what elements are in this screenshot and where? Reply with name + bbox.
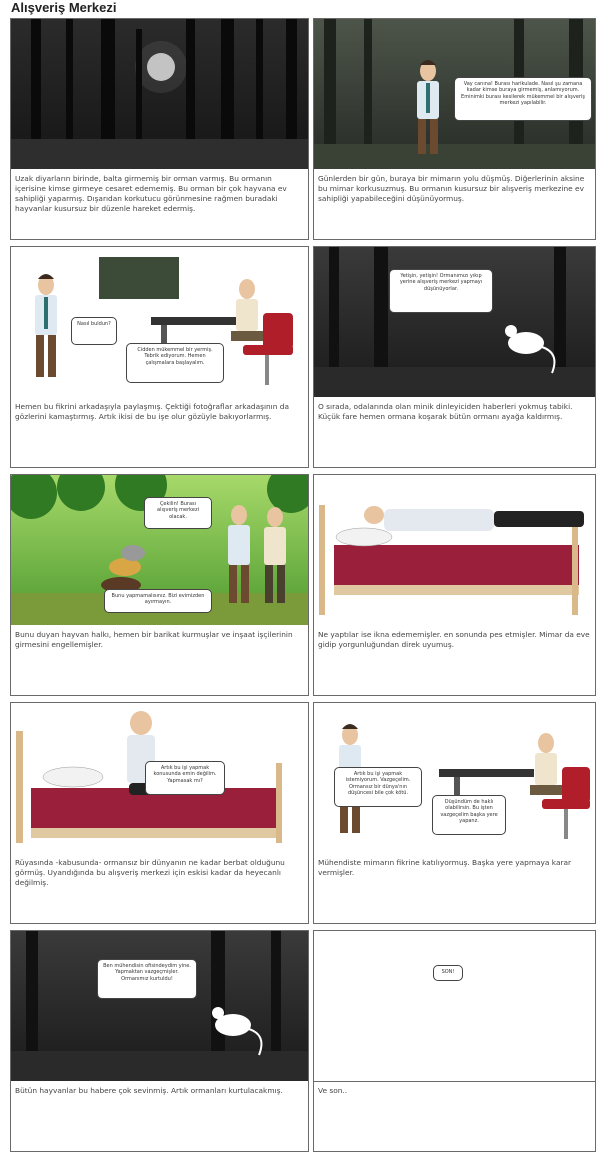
panel-caption: Günlerden bir gün, buraya bir mimarın yolu düşmüş. Diğerlerinin aksine bu mimar korkusuzmuş. Bu ormanın kusursuz bir alışveriş merkezine ev sahipliği yapabileceğini düşünüyormuş. xyxy=(318,174,585,203)
speech-bubble: Düşündüm de haklı olabilirsin. Bu işten vazgeçelim başka yere yapanz. xyxy=(432,795,506,835)
mouse-icon xyxy=(505,325,554,373)
bedroom-sleep-scene xyxy=(314,475,595,625)
panel-3 xyxy=(10,246,309,468)
panel-6 xyxy=(313,474,596,696)
panel-5 xyxy=(10,474,309,696)
panel-caption: Bütün hayvanlar bu habere çok sevinmiş. Artık ormanları kurtulacakmış. xyxy=(15,1086,283,1095)
speech-bubble: Ben mühendisin ofisindeydim yine. Yapmaktan vazgeçmişler. Ormanımız kurtuldu! xyxy=(97,959,197,999)
empty-scene xyxy=(314,931,595,1082)
panel-7 xyxy=(10,702,309,924)
panel-2 xyxy=(313,18,596,240)
panel-caption: Uzak diyarların birinde, balta girmemiş bir orman varmış. Bu ormanın içerisine kimse girmeye cesaret edememiş. Bu orman bir çok hayvana ev sahipliği yaparmış. Dışarıdan korkutucu görünmesine rağmen buradaki hayvanlar kusursuz bir düzenle hareket edermiş. xyxy=(15,174,287,213)
speech-bubble: Artık bu işi yapmak konusunda emin değilim. Yapmasak mı? xyxy=(145,761,225,795)
panel-caption: Bunu duyan hayvan halkı, hemen bir barikat kurmuşlar ve inşaat işçilerinin girmesini engellemişler. xyxy=(15,630,293,649)
page-title: Alışveriş Merkezi xyxy=(11,0,117,15)
speech-bubble: Nasıl buldun? xyxy=(71,317,117,345)
panel-caption: Mühendiste mimarın fikrine katılıyormuş. Başka yere yapmaya karar vermişler. xyxy=(318,858,572,877)
panel-caption: O sırada, odalarında olan minik dinleyiciden haberleri yokmuş tabiki. Küçük fare hemen ormana koşarak bütün ormanı ayağa kaldırmış. xyxy=(318,402,573,421)
architect-figure xyxy=(417,60,439,154)
speech-bubble: Artık bu işi yapmak istemiyorum. Vazgeçelim. Ormansız bir dünya'nın düşüncesi bile çok kötü. xyxy=(334,767,422,807)
architect-figure xyxy=(35,274,57,377)
dark-forest-scene xyxy=(11,19,308,169)
panel-caption: Ve son.. xyxy=(318,1086,348,1095)
panel-8 xyxy=(313,702,596,924)
dark-forest-celebration-scene xyxy=(11,931,308,1081)
panel-caption: Rüyasında -kabusunda- ormansız bir dünyanın ne kadar berbat olduğunu görmüş. Uyandığında bu alışveriş merkezi için eskisi kadar da heyecanlı değilmiş. xyxy=(15,858,285,887)
sleeping-man xyxy=(364,506,584,531)
speech-bubble: Çekilin! Burası alışveriş merkezi olacak. xyxy=(144,497,212,529)
pillow xyxy=(336,528,392,546)
forest-photo xyxy=(99,257,179,299)
panel-caption: Ne yaptılar ise ikna edememişler. en sonunda pes etmişler. Mimar da eve gidip yorgunluğundan direk uyumuş. xyxy=(318,630,590,649)
speech-bubble: Vay canına! Burası harikulade. Nasıl şu zamana kadar kimse buraya girmemiş, anlamıyorum. Eminimki burası kesilerek mükemmel bir alışveriş merkezi yapılabilir. xyxy=(454,77,592,121)
engineer-figure xyxy=(264,507,286,603)
panel-1 xyxy=(10,18,309,240)
pillow xyxy=(43,767,103,787)
speech-bubble: Cidden mükemmel bir yermiş. Tebrik ediyorum. Hemen çalışmalara başlayalım. xyxy=(126,343,224,383)
speech-bubble: Bunu yapmamalısınız. Bizi evimizden ayırmayın. xyxy=(104,589,212,613)
panel-caption: Hemen bu fikrini arkadaşıyla paylaşmış. Çektiği fotoğraflar arkadaşının da gözlerini kamaştırmış. Artık ikisi de bu işe olur gözüyle bakıyorlarmış. xyxy=(15,402,289,421)
panel-9 xyxy=(10,930,309,1152)
speech-bubble: SON! xyxy=(433,965,463,981)
panel-4 xyxy=(313,246,596,468)
panel-10 xyxy=(313,930,596,1152)
architect-figure xyxy=(228,505,250,603)
animal-barricade xyxy=(101,545,145,593)
speech-bubble: Yetişin, yetişin! Ormanımızı yıkıp yerine alışveriş merkezi yapmayı düşünüyorlar. xyxy=(389,269,493,313)
